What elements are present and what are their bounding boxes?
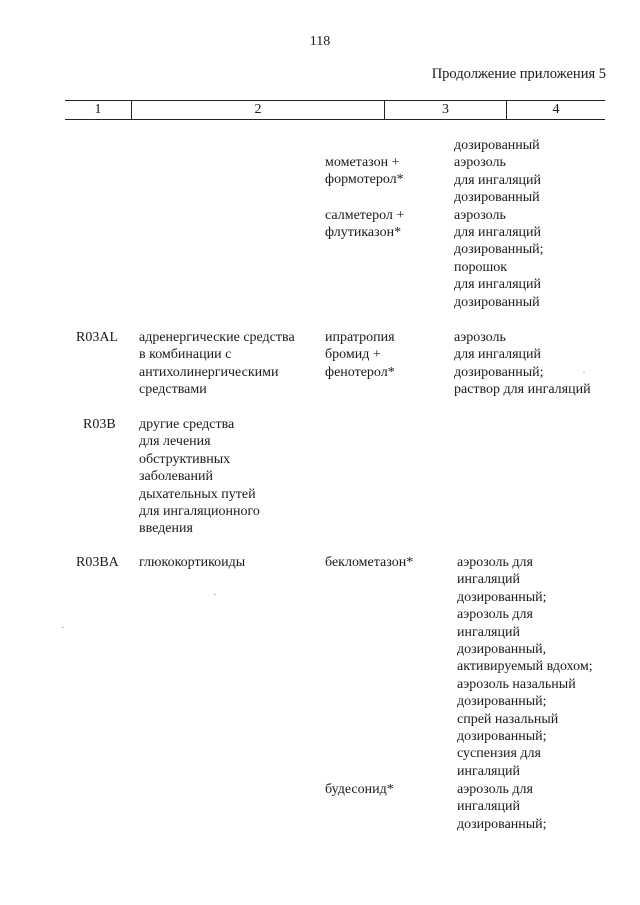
column-header-4: 4	[552, 102, 560, 117]
group-description: глюкокортикоиды	[139, 555, 246, 570]
scan-speck	[214, 594, 216, 595]
dosage-form: аэрозоль для ингаляций дозированный;	[457, 782, 547, 832]
dosage-form: дозированный аэрозоль для ингаляций дозированный аэрозоль для ингаляций дозированный; порошок для ингаляций дозированный	[454, 138, 544, 310]
scan-speck	[62, 627, 64, 628]
table-header-row	[65, 100, 605, 120]
column-header-2: 2	[132, 100, 385, 119]
drug-name: будесонид*	[325, 782, 394, 797]
atc-code: R03BA	[76, 555, 119, 570]
dosage-form: аэрозоль для ингаляций дозированный; раствор для ингаляций	[454, 330, 591, 398]
page-number: 118	[309, 34, 331, 49]
atc-code: R03B	[83, 417, 116, 432]
drug-name: мометазон + формотерол*	[325, 155, 404, 188]
column-header-1: 1	[65, 100, 132, 119]
scan-speck	[583, 372, 585, 373]
column-header-3: 3	[385, 100, 507, 119]
group-description: другие средства для лечения обструктивных заболеваний дыхательных путей для ингаляционного введения	[139, 417, 260, 537]
group-description: адренергические средства в комбинации с антихолинергическими средствами	[139, 330, 295, 398]
drug-name: ипратропия бромид + фенотерол*	[325, 330, 395, 380]
appendix-continuation-label: Продолжение приложения 5	[431, 66, 606, 82]
drug-name: беклометазон*	[325, 555, 414, 570]
drug-name: салметерол + флутиказон*	[325, 208, 405, 241]
atc-code: R03AL	[76, 330, 118, 345]
dosage-form: аэрозоль для ингаляций дозированный; аэрозоль для ингаляций дозированный, активируемый вдохом; аэрозоль назальный дозированный; спрей назальный дозированный; суспензия для ингаляций	[457, 555, 593, 779]
